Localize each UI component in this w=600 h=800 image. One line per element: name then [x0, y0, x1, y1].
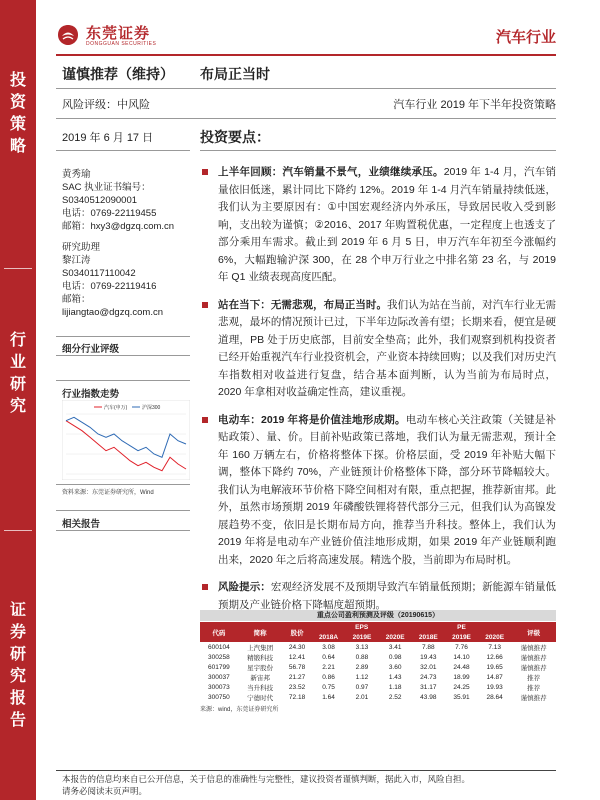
- legend-hs300: 沪深300: [142, 405, 161, 411]
- table-cell: 谨慎推荐: [520, 664, 547, 672]
- table-body: [200, 642, 556, 702]
- index-trend-heading: 行业指数走势: [62, 389, 120, 400]
- table-cell: 7.76: [455, 643, 468, 651]
- table-row: [200, 672, 556, 682]
- footer-disclaimer: 本报告的信息均来自已公开信息，关于信息的准确性与完整性，建议投资者谨慎判断，据此入市，风险自担。: [62, 774, 471, 784]
- assistant-email-label: 邮箱：: [62, 294, 91, 305]
- table-cell: 24.25: [453, 683, 470, 691]
- table-cell: 当升科技: [247, 684, 274, 692]
- bullet-marker: [202, 169, 208, 175]
- risk-rating: 风险评级：中风险: [62, 99, 150, 111]
- table-cell: 7.88: [421, 643, 435, 651]
- table-cell: 43.98: [420, 693, 437, 701]
- divider: [56, 484, 190, 485]
- col-year: 2020E: [379, 632, 412, 642]
- table-cell: 谨慎推荐: [520, 644, 547, 652]
- sidebar-label-report: [0, 600, 36, 732]
- forecast-grid: [200, 622, 556, 702]
- col-code: 代码: [200, 622, 238, 642]
- table-cell: 1.18: [388, 683, 402, 691]
- table-cell: 0.64: [322, 653, 335, 661]
- key-point: [200, 579, 556, 614]
- analyst-phone: 电话：0769-22119455: [62, 208, 157, 219]
- index-trend-chart: [62, 400, 190, 480]
- bullet-marker: [202, 302, 208, 308]
- table-cell: 3.13: [355, 643, 369, 651]
- table-cell: 星宇股份: [247, 664, 274, 672]
- chart-svg: [62, 400, 190, 480]
- key-points-list: [200, 164, 556, 624]
- table-cell: 1.64: [322, 693, 335, 701]
- logo-text: 东莞证券: [86, 24, 151, 42]
- table-cell: 14.10: [453, 653, 470, 661]
- report-date: 2019 年 6 月 17 日: [62, 132, 154, 144]
- table-source: 来源：wind，东莞证券研究所: [200, 707, 279, 713]
- col-name: 简称: [238, 622, 283, 642]
- table-cell: 300258: [208, 653, 230, 661]
- investment-rating: 谨慎推荐（维持）: [62, 66, 174, 82]
- side-char: 告: [9, 712, 26, 729]
- table-cell: 谨慎推荐: [520, 694, 547, 702]
- divider: [56, 510, 190, 511]
- industry-rating-heading: 细分行业评级: [62, 344, 120, 355]
- divider: [56, 530, 190, 531]
- key-point-text: 宏观经济发展不及预期导致汽车销量低预期；新能源车销量低预期及产业链价格下降幅度超预期。: [218, 581, 557, 611]
- forecast-table: [200, 610, 556, 713]
- table-cell: 0.97: [355, 683, 369, 691]
- related-reports-heading: 相关报告: [62, 519, 101, 530]
- table-cell: 1.12: [355, 673, 369, 681]
- key-point-text: 电动车核心关注政策（关键是补贴政策）、量、价。目前补贴政策已落地，我们认为量无需悲观，预计全年 160 万辆左右，价格将整体下探。价格层面，受 2019 年补贴大幅下调，整体下降约 70%，产业链预计价格整体下降，部分环节降幅较大。我们认为电解液环节价格下降空间相对有限，重点把握，推荐新宙邦。此外，虽然市场预期 2019 年磷酸铁锂将替代部分三元，但我们认为高镍发展趋势不变，依旧是长期布局方向，推荐当升科技。整体上，我们认为 2019 年将是电动车产业链价值洼地形成期，如果 2019 年产业链顺利跑出来，2020 年之后将高速发展。精选个股，当前即为布局时机。: [218, 413, 557, 566]
- table-cell: 12.66: [486, 653, 503, 661]
- table-cell: 601799: [208, 663, 230, 671]
- key-point-lead: 站在当下：无需悲观，布局正当时。: [218, 298, 388, 311]
- table-cell: 2.52: [388, 693, 402, 701]
- table-row: [200, 662, 556, 672]
- table-cell: 精锻科技: [247, 654, 274, 662]
- sidebar-label-industry: [0, 330, 36, 418]
- table-cell: 2.21: [322, 663, 335, 671]
- table-cell: 300037: [208, 673, 230, 681]
- table-cell: 600104: [208, 643, 230, 651]
- cert-number: S0340512090001: [62, 195, 138, 206]
- sidebar-label-strategy: [0, 70, 36, 158]
- table-title: 重点公司盈利预测及评级（20190615）: [200, 610, 556, 621]
- col-year: 2018E: [412, 632, 445, 642]
- chart-legend: [94, 404, 161, 411]
- col-pe: PE: [412, 622, 512, 632]
- table-cell: 21.27: [288, 673, 306, 681]
- table-cell: 谨慎推荐: [520, 654, 547, 662]
- report-title: 布局正当时: [200, 66, 270, 82]
- logo-seal-icon: [56, 24, 80, 46]
- assistant-email[interactable]: lijiangtao@dgzq.com.cn: [62, 307, 164, 318]
- table-cell: 31.17: [420, 683, 437, 691]
- report-series: 汽车行业 2019 年下半年投资策略: [393, 99, 556, 111]
- side-bar: [0, 0, 36, 800]
- table-cell: 19.65: [486, 663, 503, 671]
- divider: [56, 118, 556, 119]
- table-cell: 24.73: [420, 673, 437, 681]
- table-cell: 0.86: [322, 673, 335, 681]
- table-cell: 3.41: [388, 643, 402, 651]
- footer: [62, 773, 562, 797]
- divider: [56, 355, 190, 356]
- divider: [56, 150, 190, 151]
- table-row: [200, 692, 556, 702]
- key-point: [200, 412, 556, 570]
- table-row: [200, 642, 556, 652]
- table-cell: 1.43: [388, 673, 402, 681]
- side-char: 业: [9, 354, 26, 371]
- key-points-heading: 投资要点：: [200, 129, 270, 145]
- divider: [56, 336, 190, 337]
- divider: [200, 150, 556, 151]
- side-char: 究: [9, 398, 26, 415]
- assistant-label: 研究助理: [62, 242, 101, 253]
- table-cell: 24.48: [453, 663, 470, 671]
- side-char: 策: [9, 116, 26, 133]
- sidebar-divider: [4, 530, 32, 531]
- logo-subtext: DONGGUAN SECURITIES: [86, 41, 157, 47]
- key-point-lead: 电动车：2019 年将是价值洼地形成期。: [218, 413, 406, 426]
- table-cell: 3.08: [322, 643, 335, 651]
- divider: [56, 88, 556, 89]
- key-point-lead: 上半年回顾：汽车销量不景气，业绩继续承压。: [218, 166, 444, 178]
- table-cell: 推荐: [527, 684, 541, 692]
- col-year: 2019E: [345, 632, 378, 642]
- analyst-name: 黄秀瑜: [62, 169, 91, 180]
- table-cell: 19.43: [420, 653, 437, 661]
- table-cell: 2.89: [355, 663, 369, 671]
- table-cell: 18.99: [453, 673, 470, 681]
- table-cell: 14.87: [486, 673, 503, 681]
- table-cell: 推荐: [527, 674, 541, 682]
- chart-source: 资料来源：东莞证券研究所，Wind: [62, 490, 154, 496]
- sidebar-divider: [4, 268, 32, 269]
- bullet-marker: [202, 584, 208, 590]
- table-cell: 上汽集团: [247, 644, 274, 652]
- table-cell: 32.01: [420, 663, 437, 671]
- table-cell: 28.64: [486, 693, 503, 701]
- table-cell: 0.75: [322, 683, 335, 691]
- table-cell: 300750: [208, 693, 230, 701]
- side-char: 资: [9, 94, 26, 111]
- table-cell: 72.18: [288, 693, 306, 701]
- table-cell: 宁德时代: [247, 694, 274, 702]
- table-cell: 56.78: [288, 663, 306, 671]
- side-char: 行: [9, 332, 26, 349]
- side-char: 证: [9, 602, 26, 619]
- table-cell: 23.52: [288, 683, 306, 691]
- table-cell: 12.41: [288, 653, 306, 661]
- col-year: 2020E: [478, 632, 511, 642]
- cert-label: SAC 执业证书编号：: [62, 182, 151, 193]
- side-char: 究: [9, 668, 26, 685]
- col-eps: EPS: [312, 622, 412, 632]
- assistant-phone: 电话：0769-22119416: [62, 281, 157, 292]
- table-cell: 2.01: [355, 693, 369, 701]
- table-cell: 24.30: [288, 643, 306, 651]
- key-point: [200, 297, 556, 402]
- analyst-info: [62, 168, 190, 319]
- divider: [56, 380, 190, 381]
- key-point: [200, 164, 556, 287]
- side-char: 报: [9, 690, 26, 707]
- table-cell: 7.13: [488, 643, 501, 651]
- table-cell: 35.91: [453, 693, 470, 701]
- side-char: 券: [9, 624, 26, 641]
- industry-label: 汽车行业: [495, 29, 556, 46]
- key-point-lead: 风险提示：: [218, 581, 271, 593]
- table-cell: 3.60: [388, 663, 402, 671]
- col-year: 2019E: [445, 632, 478, 642]
- bullet-marker: [202, 417, 208, 423]
- legend-auto: 汽车(申万): [104, 405, 128, 411]
- footer-notice: 请务必阅读末页声明。: [62, 786, 148, 796]
- col-rating: 评级: [511, 622, 556, 642]
- table-cell: 0.88: [355, 653, 369, 661]
- table-cell: 300073: [208, 683, 230, 691]
- table-cell: 新宙邦: [250, 674, 270, 682]
- col-price: 股价: [282, 622, 311, 642]
- footer-rule: [56, 770, 556, 771]
- side-char: 研: [9, 376, 26, 393]
- header-rule: [56, 54, 556, 56]
- table-row: [200, 652, 556, 662]
- side-char: 研: [9, 646, 26, 663]
- assistant-cert: S0340117110042: [62, 268, 136, 279]
- key-point-text: 我们认为站在当前，对汽车行业无需悲观，最坏的情况预计已过，下半年边际改善有望；长期来看，便宜是硬道理，PB 处于历史底部，目前安全垫高；此外，我们观察到机构投资者已经开始重视汽车行业投资机会，产业资本持续回购；以及我们对历史汽车指数相对收益进行复盘，结合基本面判断，认为当前为布局时点，2020 年拿相对收益确定性高，建议重视。: [218, 298, 557, 398]
- key-point-text: 2019 年 1-4 月，汽车销量依旧低迷，累计同比下降约 12%。2019 年 1-4 月汽车销量持续低迷，我们认为主要原因有：①中国宏观经济内外承压，导致居民收入受到影响，支出较为谨慎；②2016、2017 年购置税优惠，一定程度上也透支了部分乘用车需求。截止到 2019 年 6 月 5 日，申万汽车年初至今涨幅约 6%，大幅跑输沪深 300，在 28 个申万行业之中排名第 23 名，与 2019 年 Q1 业绩表现高度匹配。: [218, 166, 556, 283]
- table-cell: 19.93: [486, 683, 503, 691]
- table-cell: 0.98: [388, 653, 402, 661]
- chart-frame: [62, 400, 190, 480]
- company-logo: [56, 22, 196, 50]
- table-row: [200, 682, 556, 692]
- side-char: 略: [9, 138, 26, 155]
- assistant-name: 黎江涛: [62, 255, 91, 266]
- side-char: 投: [9, 72, 26, 89]
- col-year: 2018A: [312, 632, 346, 642]
- analyst-email[interactable]: 邮箱：hxy3@dgzq.com.cn: [62, 221, 175, 232]
